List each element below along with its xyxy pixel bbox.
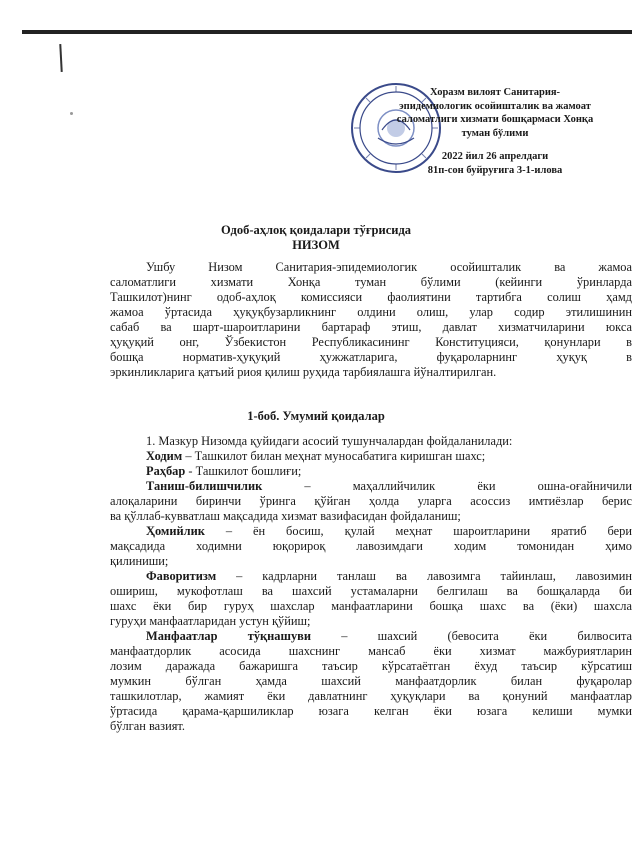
term-text: ён босиш, қулай меҳнат шароитларини яратиб бери xyxy=(252,524,632,538)
term-definition: Фаворитизм – кадрларни танлаш ва лавозимга тайинлаш, лавозимин xyxy=(146,569,632,583)
term-text: Ташкилот билан меҳнат муносабатига киришган шахс; xyxy=(194,449,486,463)
term-name: Ходим xyxy=(146,449,183,463)
term-text: маҳаллийчилик ёки ошна-оғайничили xyxy=(352,479,632,493)
term-text: шахсий (бевосита ёки билвосита xyxy=(377,629,632,643)
term-text: манфаатдорлик асосида шахснинг мансаб ёки хизмат мажбуриятларин xyxy=(110,644,632,658)
term-definition: Ҳомийлик – ён босиш, қулай меҳнат шароитларини яратиб бери xyxy=(146,524,632,538)
intro-line: саломатлиги хизмати Хонқа туман бўлими (кейинги ўринларда xyxy=(110,275,632,289)
intro-line: жамоа ўртасида ҳуқуқбузарликнинг олдини олиш, улар содир этилишинин xyxy=(110,305,632,319)
header-line: эпидемиологик осойишталик ва жамоат xyxy=(399,100,591,112)
document-title-nizom: НИЗОМ xyxy=(292,238,340,252)
intro-line: сабаб ва шарт-шароитларини бартараф этиш, давлат хизматчиларини юкса xyxy=(110,320,632,334)
term-definition: Манфаатлар тўқнашуви – шахсий (бевосита ёки билвосита xyxy=(146,629,632,643)
approval-header xyxy=(358,86,632,178)
term-text: мумкин бўлган ҳамда шахсий манфаатдорлик билан фуқаролар xyxy=(110,674,632,688)
header-order: 81п-сон буйруғига 3-1-илова xyxy=(427,164,563,176)
term-name: Ҳомийлик xyxy=(146,524,205,538)
term-definition: Таниш-билишчилик – маҳаллийчилик ёки ошна-оғайничили xyxy=(146,479,632,493)
term-text: шахс ёки бир гуруҳ шахслар манфаатларини бошқа шахс ва (ёки) шахсла xyxy=(110,599,632,613)
term-text: ташкилотлар, жамият ёки давлатнинг ҳуқуқлари ва қонуний манфаатлар xyxy=(110,689,632,703)
term-text: Ташкилот бошлиғи; xyxy=(195,464,302,478)
term-name: Манфаатлар тўқнашуви xyxy=(146,629,311,643)
intro-line: Ташкилот)нинг одоб-аҳлоқ комиссияси фаолиятини тартибга солиш ҳамд xyxy=(110,290,632,304)
term-name: Раҳбар xyxy=(146,464,186,478)
term-text: бўлган вазият. xyxy=(110,719,185,733)
term-text: қилиниши; xyxy=(110,554,169,568)
margin-pen-mark xyxy=(59,44,62,72)
chapter-heading: 1-боб. Умумий қоидалар xyxy=(247,409,385,423)
term-text: гуруҳи манфаатларидан устун қўйиш; xyxy=(110,614,311,628)
header-line: туман бўлими xyxy=(461,127,529,139)
term-text: кадрларни танлаш ва лавозимга тайинлаш, лавозимин xyxy=(262,569,632,583)
term-text: ошириш, мукофотлаш ва шахсий устамаларни белгилаш ва бошқаларда би xyxy=(110,584,632,598)
term-name: Таниш-билишчилик xyxy=(146,479,263,493)
term-text: мақсадида ходимни юқорироқ лавозимдаги ходим томонидан ҳимо xyxy=(110,539,632,553)
document-title: Одоб-аҳлоқ қоидалари тўғрисида xyxy=(220,223,412,237)
chapter-body xyxy=(110,434,632,734)
term-text: лозим даражада бажаришга таъсир кўрсатаётган ёхуд таъсир кўрсатиш xyxy=(110,659,632,673)
scan-speck xyxy=(70,112,73,115)
intro-line: ҳуқуқий онг, Ўзбекистон Республикасининг Конституцияси, қонунлари в xyxy=(110,335,632,349)
item-1: 1. Мазкур Низомда қуйидаги асосий тушунчалардан фойдаланилади: xyxy=(146,434,513,448)
term-text: алоқаларини биринчи ўринга қўйган ҳолда уларга асоссиз имтиёзлар берис xyxy=(110,494,632,508)
intro-line: эркинликларига қатъий риоя қилиш руҳида тарбиялашга йўналтирилган. xyxy=(110,365,497,379)
intro-paragraph xyxy=(110,260,632,380)
header-line: Хоразм вилоят Санитария- xyxy=(429,87,561,98)
term-text: ўртасида қарама-қаршиликлар юзага келган ёки юзага келиши мумки xyxy=(110,704,632,718)
term-definition: Ходим – Ташкилот билан меҳнат муносабатига киришган шахс; xyxy=(146,449,486,463)
term-name: Фаворитизм xyxy=(146,569,217,583)
header-line: саломатлиги хизмати бошқармаси Хонқа xyxy=(396,114,594,126)
header-date: 2022 йил 26 апрелдаги xyxy=(441,151,549,163)
intro-line: бошқа норматив-ҳуқуқий ҳужжатларига, фуқароларнинг ҳуқуқ в xyxy=(110,350,632,364)
term-text: ва қўллаб-кувватлаш мақсадида хизмат вазифасидан фойдаланиш; xyxy=(110,509,461,523)
scan-top-border xyxy=(22,30,632,34)
intro-line: Ушбу Низом Санитария-эпидемиологик осойишталик ва жамоа xyxy=(146,260,632,274)
term-definition: Раҳбар - Ташкилот бошлиғи; xyxy=(146,464,302,478)
